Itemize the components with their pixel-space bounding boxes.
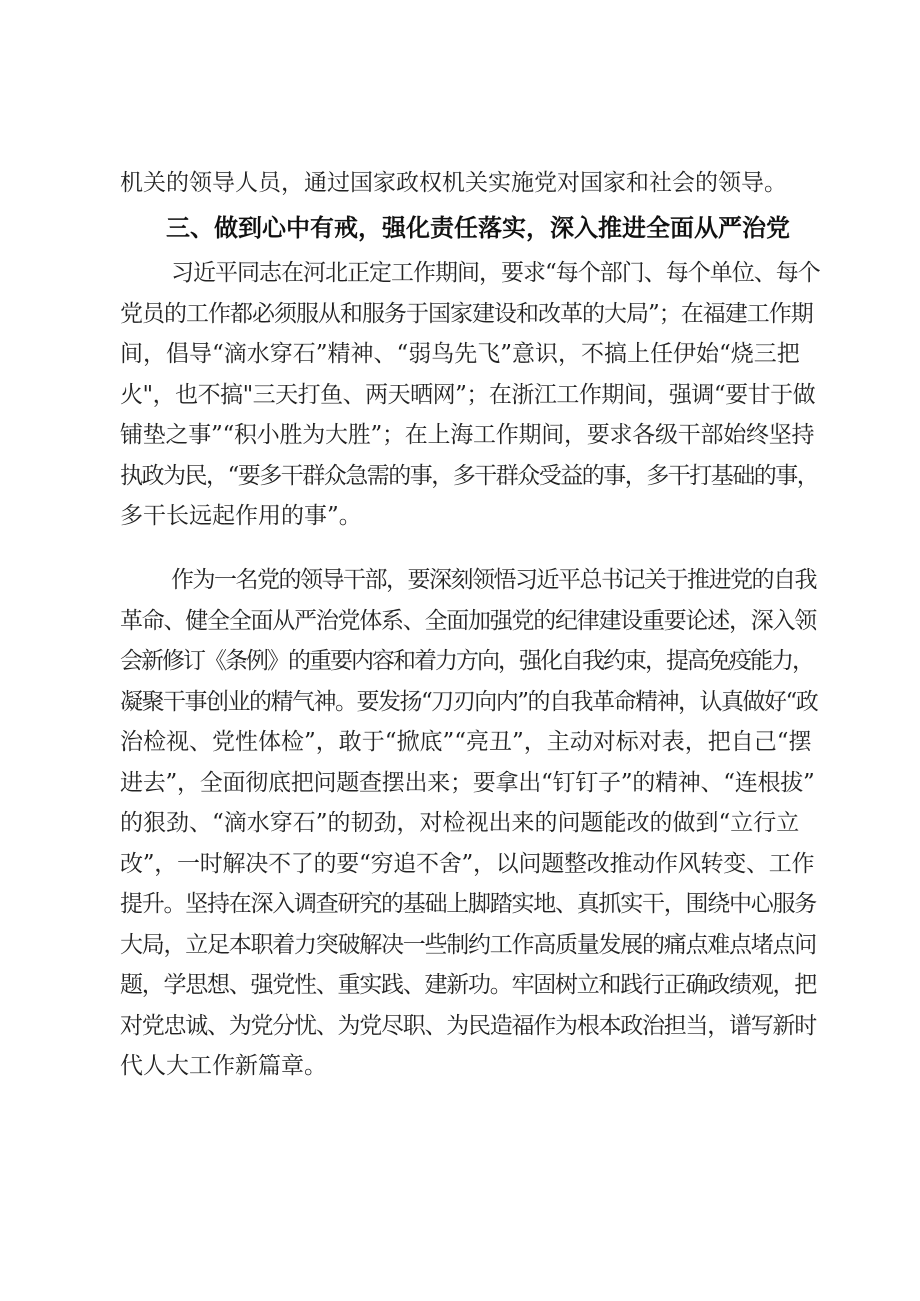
paragraph-2-line: 治检视、党性体检”，敢于“掀底”“亮丑”，主动对标对表，把自己“摆 bbox=[120, 729, 812, 755]
paragraph-2-line: 作为一名党的领导干部，要深刻领悟习近平总书记关于推进党的自我 bbox=[171, 567, 816, 593]
paragraph-2-line: 会新修订《条例》的重要内容和着力方向，强化自我约束，提高免疫能力， bbox=[120, 648, 813, 674]
paragraph-1 bbox=[120, 253, 820, 537]
paragraph-1-line: 执政为民，“要多干群众急需的事，多干群众受益的事，多干打基础的事， bbox=[120, 462, 819, 489]
paragraph-2-line: 革命、健全全面从严治党体系、全面加强党的纪律建设重要论述，深入领 bbox=[120, 607, 816, 634]
paragraph-2-line: 题，学思想、强党性、重实践、建新功。牢固树立和践行正确政绩观，把 bbox=[120, 972, 816, 998]
paragraph-1-line: 多干长远起作用的事”。 bbox=[120, 503, 362, 529]
paragraph-2-line: 的狠劲、“滴水穿石”的韧劲，对检视出来的问题能改的做到“立行立 bbox=[120, 810, 800, 836]
paragraph-2-line: 凝聚干事创业的精气神。要发扬“刀刃向内”的自我革命精神，认真做好“政 bbox=[120, 688, 818, 715]
lead-line: 机关的领导人员，通过国家政权机关实施党对国家和社会的领导。 bbox=[120, 170, 787, 196]
paragraph-1-line: 习近平同志在河北正定工作期间，要求“每个部门、每个单位、每个 bbox=[171, 260, 820, 286]
section-heading: 三、做到心中有戒，强化责任落实，深入推进全面从严治党 bbox=[166, 214, 790, 242]
paragraph-1-line: 党员的工作都必须服从和服务于国家建设和改革的大局”；在福建工作期 bbox=[120, 300, 813, 327]
paragraph-2-line: 对党忠诚、为党分忧、为党尽职、为民造福作为根本政治担当，谱写新时 bbox=[120, 1012, 816, 1039]
paragraph-2-line: 改”，一时解决不了的要“穷追不舍”，以问题整改推动作风转变、工作 bbox=[120, 850, 815, 877]
paragraph-1-line: 间，倡导“滴水穿石”精神、“弱鸟先飞”意识，不搞上任伊始“烧三把 bbox=[120, 341, 800, 367]
paragraph-1-line: 火"，也不搞"三天打鱼、两天晒网”；在浙江工作期间，强调“要甘于做 bbox=[120, 381, 816, 408]
lead-paragraph bbox=[120, 163, 820, 204]
paragraph-2 bbox=[120, 560, 820, 1087]
paragraph-2-line: 进去”，全面彻底把问题查摆出来；要拿出“钉钉子”的精神、“连根拔” bbox=[120, 769, 815, 796]
paragraph-1-line: 铺垫之事”“积小胜为大胜”；在上海工作期间，要求各级干部始终坚持 bbox=[120, 422, 815, 448]
paragraph-2-line: 大局，立足本职着力突破解决一些制约工作高质量发展的痛点难点堵点问 bbox=[120, 931, 816, 958]
paragraph-2-line: 代人大工作新篇章。 bbox=[120, 1053, 327, 1079]
paragraph-2-line: 提升。坚持在深入调查研究的基础上脚踏实地、真抓实干，围绕中心服务 bbox=[120, 891, 816, 917]
